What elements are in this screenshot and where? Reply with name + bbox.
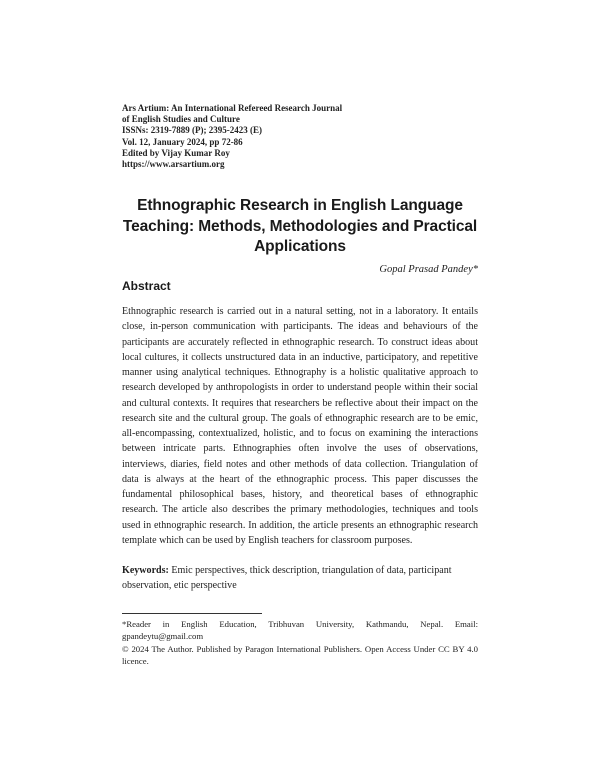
journal-url[interactable]: https://www.arsartium.org bbox=[122, 159, 225, 170]
footnote-divider bbox=[122, 613, 262, 614]
keywords-text: Emic perspectives, thick description, triangulation of data, participant observation, etic perspective bbox=[122, 565, 452, 592]
paper-title: Ethnographic Research in English Language Teaching: Methods, Methodologies and Practical Applications bbox=[122, 197, 478, 255]
abstract-text: Ethnographic research is carried out in a natural setting, not in a laboratory. It entails close, in-person communication with participants. The ideas and behaviours of the participants are accurately reflected in ethnographic research. To construct ideas about local cultures, it collects unstructured data in an inductive, participatory, and repetitive manner using analytical techniques. Ethnography is a holistic qualitative approach to research developed by anthropologists in order to understand people within their social and cultural contexts. It requires that researchers be reflective about their impact on the research site and the cultural group. The goals of ethnographic research are to be emic, all-encompassing, contextualized, holistic, and to focus on examining the interactions between intricate parts. Ethnographies often involve the uses of observations, interviews, diaries, field notes and other methods of data collection. Triangulation of data is always at the heart of the ethnographic process. This paper discusses the fundamental philosophical bases, history, and theoretical bases of ethnographic research. The article also describes the primary methodologies, techniques and tools used in ethnographic research. In addition, the article presents an ethnographic research template which can be used by English teachers for classroom purposes. bbox=[122, 306, 478, 546]
footnote-license: © 2024 The Author. Published by Paragon International Publishers. Open Access Under CC BY 4.0 licence. bbox=[122, 644, 478, 666]
keywords bbox=[122, 563, 478, 594]
journal-editor: Edited by Vijay Kumar Roy bbox=[122, 147, 230, 158]
journal-name-line2: of English Studies and Culture bbox=[122, 114, 240, 125]
journal-issn: ISSNs: 2319-7889 (P); 2395-2423 (E) bbox=[122, 125, 262, 136]
abstract-heading: Abstract bbox=[122, 279, 171, 293]
journal-header bbox=[122, 103, 422, 170]
journal-volume: Vol. 12, January 2024, pp 72-86 bbox=[122, 136, 243, 147]
footnotes bbox=[122, 619, 478, 667]
paper-author: Gopal Prasad Pandey* bbox=[379, 264, 478, 275]
keywords-label: Keywords: bbox=[122, 565, 169, 576]
journal-name-line1: Ars Artium: An International Refereed Research Journal bbox=[122, 103, 343, 113]
footnote-affiliation: *Reader in English Education, Tribhuvan University, Kathmandu, Nepal. Email: gpandeytu@gmail.com bbox=[122, 619, 478, 641]
